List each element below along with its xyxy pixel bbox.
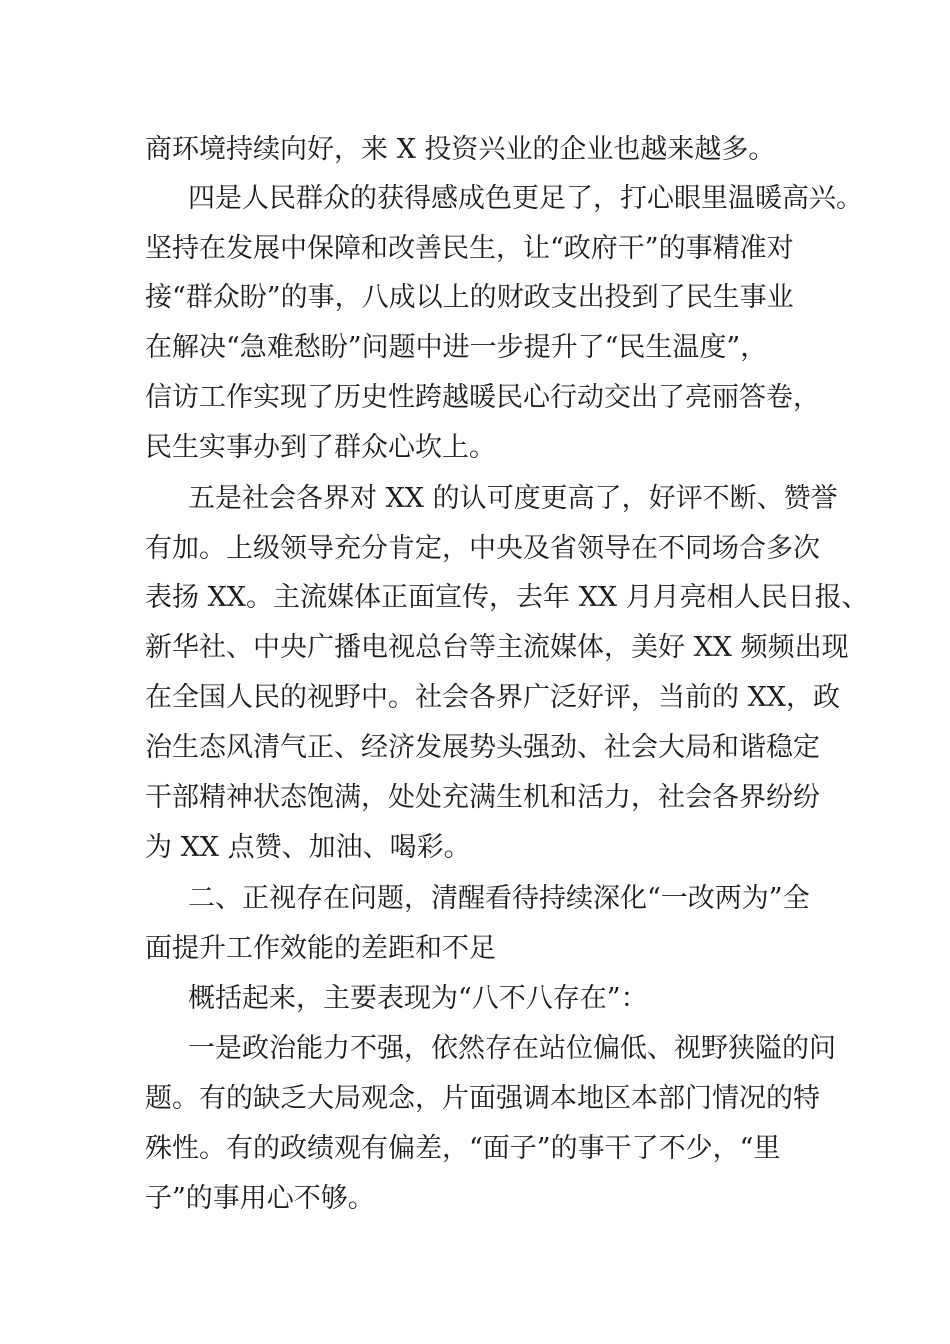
text-line: 为 XX 点赞、加油、喝彩。	[145, 832, 471, 863]
text-line: 题。有的缺乏大局观念，片面强调本地区本部门情况的特	[145, 1083, 820, 1114]
text-line: 表扬 XX。主流媒体正面宣传，去年 XX 月月亮相人民日报、	[145, 582, 869, 613]
text-line: 治生态风清气正、经济发展势头强劲、社会大局和谐稳定	[145, 732, 820, 763]
text-line: 五是社会各界对 XX 的认可度更高了，好评不断、赞誉	[188, 483, 838, 514]
section-heading-line: 二、正视存在问题，清醒看待持续深化“一改两为”全	[188, 883, 810, 914]
text-line: 干部精神状态饱满，处处充满生机和活力，社会各界纷纷	[145, 782, 820, 813]
text-line: 子”的事用心不够。	[145, 1183, 375, 1214]
text-line: 民生实事办到了群众心坎上。	[145, 432, 496, 463]
text-line: 有加。上级领导充分肯定，中央及省领导在不同场合多次	[145, 533, 820, 564]
text-line: 概括起来，主要表现为“八不八存在”：	[188, 983, 648, 1014]
text-line: 在全国人民的视野中。社会各界广泛好评，当前的 XX，政	[145, 682, 841, 713]
text-line: 一是政治能力不强，依然存在站位偏低、视野狭隘的问	[188, 1033, 836, 1064]
text-line: 商环境持续向好，来 X 投资兴业的企业也越来越多。	[145, 134, 776, 165]
section-heading-line: 面提升工作效能的差距和不足	[145, 933, 496, 964]
text-line: 接“群众盼”的事，八成以上的财政支出投到了民生事业	[145, 282, 794, 313]
text-line: 殊性。有的政绩观有偏差，“面子”的事干了不少，“里	[145, 1133, 781, 1164]
text-line: 坚持在发展中保障和改善民生，让“政府干”的事精准对	[145, 233, 794, 264]
text-line: 四是人民群众的获得感成色更足了，打心眼里温暖高兴。	[188, 183, 863, 214]
text-line: 信访工作实现了历史性跨越暖民心行动交出了亮丽答卷，	[145, 382, 820, 413]
text-line: 在解决“急难愁盼”问题中进一步提升了“民生温度”，	[145, 332, 768, 363]
text-line: 新华社、中央广播电视总台等主流媒体，美好 XX 频频出现	[145, 632, 849, 663]
